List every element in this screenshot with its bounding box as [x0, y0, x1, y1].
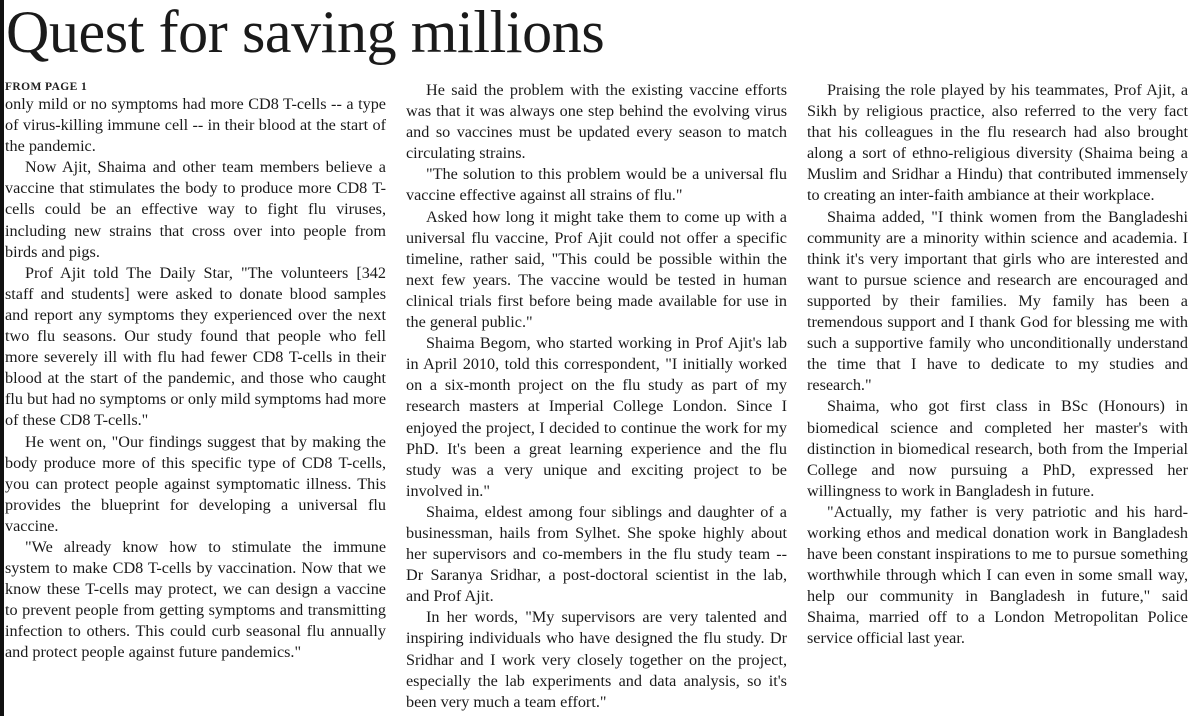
- article-column-2: [406, 80, 787, 713]
- paragraph: Prof Ajit told The Daily Star, "The volunteers [342 staff and students] were asked to donate blood samples and report any symptoms they experienced over the next two flu seasons. Our study found that people who fell more severely ill with flu had fewer CD8 T-cells in their blood at the start of the pandemic, and those who caught flu but had no symptoms or only mild symptoms had more of these CD8 T-cells.": [5, 263, 386, 430]
- paragraph: Shaima, eldest among four siblings and daughter of a businessman, hails from Sylhet. She spoke highly about her supervisors and co-members in the flu study team -- Dr Saranya Sridhar, a post-doctoral scientist in the lab, and Prof Ajit.: [406, 502, 787, 606]
- paragraph: "Actually, my father is very patriotic and his hard-working ethos and medical donation work in Bangladesh have been constant inspirations to me to pursue something worthwhile through which I can even in some small way, help our community in Bangladesh in future," said Shaima, married off to a London Metropolitan Police service official last year.: [807, 502, 1188, 648]
- paragraph: Asked how long it might take them to come up with a universal flu vaccine, Prof Ajit could not offer a specific timeline, rather said, "This could be possible within the next few years. The vaccine would be tested in human clinical trials first before being made available for use in the general public.": [406, 207, 787, 332]
- paragraph: only mild or no symptoms had more CD8 T-cells -- a type of virus-killing immune cell -- in their blood at the start of the pandemic.: [5, 95, 386, 156]
- continued-from-label: FROM PAGE 1: [5, 81, 88, 93]
- paragraph: Praising the role played by his teammates, Prof Ajit, a Sikh by religious practice, also referred to the very fact that his colleagues in the flu research had also brought along a sort of ethno-religious diversity (Shaima being a Muslim and Sridhar a Hindu) that contributed immensely to creating an inter-faith ambiance at their workplace.: [807, 81, 1188, 205]
- paragraph: Shaima, who got first class in BSc (Honours) in biomedical science and completed her master's with distinction in biomedical research, both from the Imperial College and now pursuing a PhD, expressed her willingness to work in Bangladesh in future.: [807, 397, 1188, 500]
- paragraph: In her words, "My supervisors are very talented and inspiring individuals who have designed the flu study. Dr Sridhar and I work very closely together on the project, especially the lab experiments and data analysis, so it's been very much a team effort.": [406, 608, 787, 711]
- paragraph: "The solution to this problem would be a universal flu vaccine effective against all strains of flu.": [406, 165, 787, 205]
- headline: Quest for saving millions: [6, 0, 605, 65]
- column-rule: [0, 0, 4, 716]
- paragraph: Shaima added, "I think women from the Bangladeshi community are a minority within science and academia. I think it's very important that girls who are interested and want to pursue science and research are encouraged and supported by their families. My family has been a tremendous support and I thank God for blessing me with such a supportive family who unconditionally understand the time that I have to dedicate to my studies and research.": [807, 207, 1188, 395]
- paragraph: "We already know how to stimulate the immune system to make CD8 T-cells by vaccination. Now that we know these T-cells may protect, we can design a vaccine to prevent people from getting symptoms and transmitting infection to others. This could curb seasonal flu annually and protect people against future pandemics.": [5, 537, 386, 662]
- paragraph: He went on, "Our findings suggest that by making the body produce more of this specific type of CD8 T-cells, you can protect people against symptomatic illness. This provides the blueprint for developing a universal flu vaccine.: [5, 432, 386, 535]
- article-column-1: [5, 80, 386, 664]
- paragraph: Shaima Begom, who started working in Prof Ajit's lab in April 2010, told this correspondent, "I initially worked on a six-month project on the flu study as part of my research masters at Imperial College London. Since I enjoyed the project, I decided to continue the work for my PhD. It's been a great learning experience and the flu study was a very unique and exciting project to be involved in.": [406, 334, 787, 500]
- paragraph: He said the problem with the existing vaccine efforts was that it was always one step behind the evolving virus and so vaccines must be updated every season to match circulating strains.: [406, 81, 787, 163]
- paragraph: Now Ajit, Shaima and other team members believe a vaccine that stimulates the body to produce more CD8 T-cells could be an effective way to fight flu viruses, including new strains that cross over into people from birds and pigs.: [5, 158, 386, 261]
- article-column-3: [807, 80, 1188, 650]
